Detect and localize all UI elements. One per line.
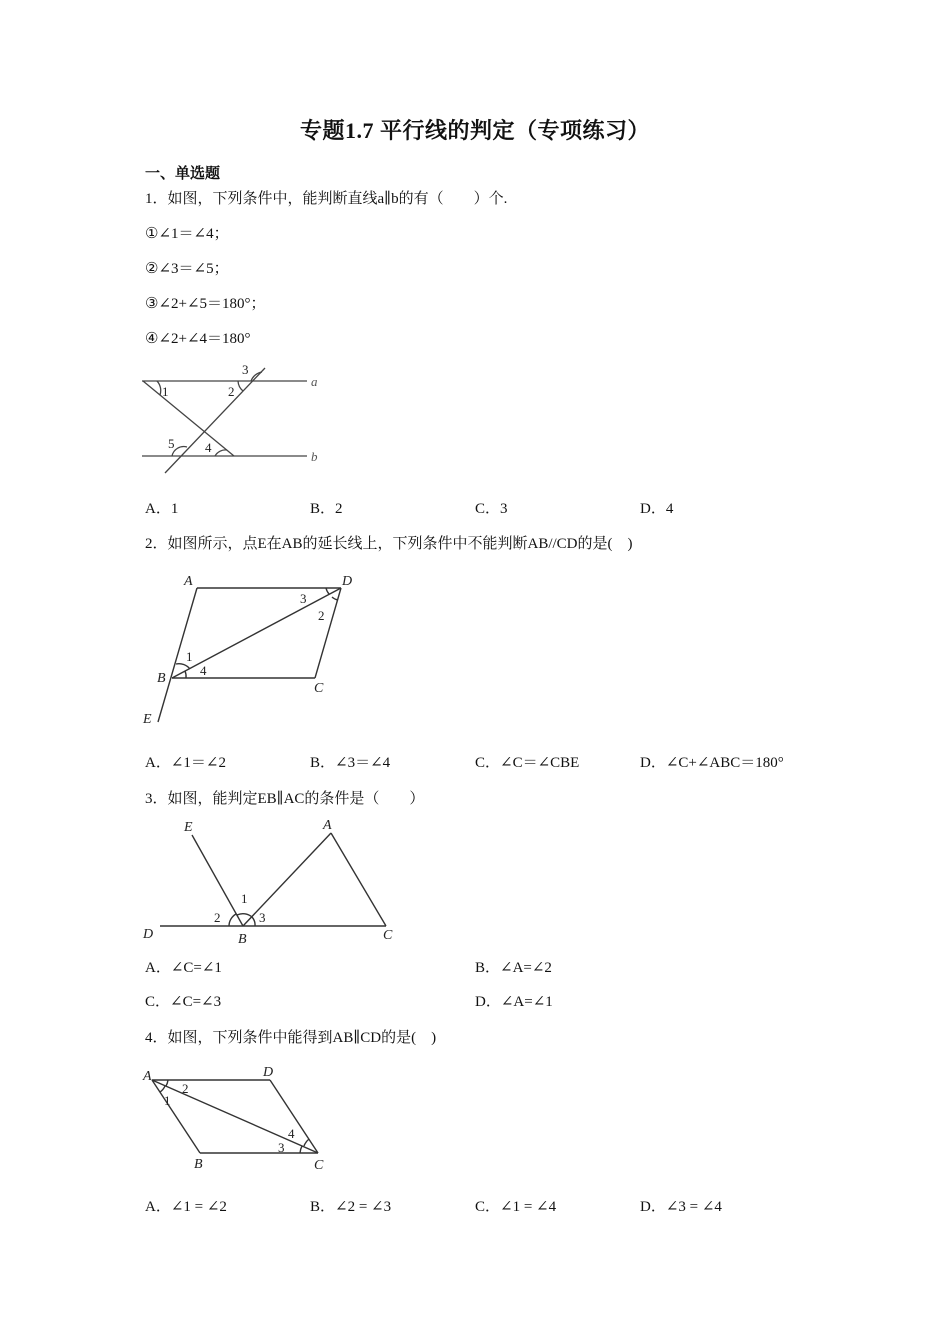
q1-label-1: 1 — [162, 384, 169, 399]
section-heading: 一、单选题 — [145, 166, 221, 182]
q4-arc-2 — [166, 1080, 168, 1086]
q3-label-A: A — [323, 818, 332, 833]
q3-label-E: E — [184, 820, 193, 835]
q1-label-3: 3 — [242, 362, 249, 377]
q2-label-2: 2 — [318, 608, 325, 623]
q2-option-a[interactable]: A．∠1＝∠2 — [145, 755, 226, 771]
q1-label-4: 4 — [205, 440, 212, 455]
q1-option-d[interactable]: D．4 — [640, 501, 674, 517]
q2-label-B: B — [157, 671, 166, 686]
q4-label-B: B — [194, 1157, 203, 1172]
q4-label-4: 4 — [288, 1126, 295, 1141]
q2-label-3: 3 — [300, 591, 307, 606]
q1-condition-1: ①∠1＝∠4； — [145, 226, 229, 242]
q3-label-2: 2 — [214, 910, 221, 925]
q4-option-c[interactable]: C．∠1 = ∠4 — [475, 1199, 557, 1215]
q4-option-b[interactable]: B．∠2 = ∠3 — [310, 1199, 392, 1215]
q2-label-C: C — [314, 681, 324, 696]
q2-option-d[interactable]: D．∠C+∠ABC＝180° — [640, 755, 784, 771]
q2-stem: 2．如图所示，点E在AB的延长线上，下列条件中不能判断AB//CD的是( ) — [145, 536, 633, 552]
q2-label-1: 1 — [186, 649, 193, 664]
q3-option-b[interactable]: B．∠A=∠2 — [475, 960, 552, 976]
q2-option-c[interactable]: C．∠C＝∠CBE — [475, 755, 580, 771]
q1-label-b: b — [311, 449, 318, 464]
q4-option-d[interactable]: D．∠3 = ∠4 — [640, 1199, 722, 1215]
q2-option-b[interactable]: B．∠3＝∠4 — [310, 755, 391, 771]
q3-label-D: D — [143, 927, 154, 942]
q1-option-c[interactable]: C．3 — [475, 501, 508, 517]
q3-label-C: C — [383, 928, 393, 943]
q1-condition-3: ③∠2+∠5＝180°； — [145, 296, 266, 312]
q4-arc-1 — [160, 1086, 165, 1092]
q3-option-c[interactable]: C．∠C=∠3 — [145, 994, 222, 1010]
q1-stem: 1．如图，下列条件中，能判断直线a∥b的有（ ）个. — [145, 191, 508, 207]
q3-option-a[interactable]: A．∠C=∠1 — [145, 960, 222, 976]
q1-option-a[interactable]: A．1 — [145, 501, 179, 517]
q3-label-1: 1 — [241, 891, 248, 906]
q4-label-2: 2 — [182, 1081, 189, 1096]
q4-arc-4 — [304, 1139, 309, 1146]
q4-arc-3 — [300, 1146, 302, 1153]
page-title: 专题1.7 平行线的判定（专项练习） — [299, 118, 650, 143]
q4-label-C: C — [314, 1158, 324, 1173]
q4-option-a[interactable]: A．∠1 = ∠2 — [145, 1199, 227, 1215]
q4-stem: 4．如图，下列条件中能得到AB∥CD的是( ) — [145, 1030, 437, 1046]
q4-label-D: D — [263, 1065, 274, 1080]
q2-label-4: 4 — [200, 663, 207, 678]
q1-label-a: a — [311, 374, 318, 389]
q4-label-1: 1 — [164, 1093, 171, 1108]
q2-label-E: E — [143, 712, 152, 727]
q1-label-5: 5 — [168, 436, 175, 451]
q2-label-A: A — [184, 574, 193, 589]
q1-condition-4: ④∠2+∠4＝180° — [145, 331, 251, 347]
q3-label-3: 3 — [259, 910, 266, 925]
q3-label-B: B — [238, 932, 247, 947]
q1-condition-2: ②∠3＝∠5； — [145, 261, 229, 277]
q2-label-D: D — [342, 574, 353, 589]
q4-label-A: A — [143, 1069, 152, 1084]
q3-option-d[interactable]: D．∠A=∠1 — [475, 994, 553, 1010]
q1-option-b[interactable]: B．2 — [310, 501, 343, 517]
q4-segment-ac — [152, 1080, 318, 1153]
q3-stem: 3．如图，能判定EB∥AC的条件是（ ） — [145, 791, 425, 807]
q1-label-2: 2 — [228, 384, 235, 399]
q4-label-3: 3 — [278, 1140, 285, 1155]
